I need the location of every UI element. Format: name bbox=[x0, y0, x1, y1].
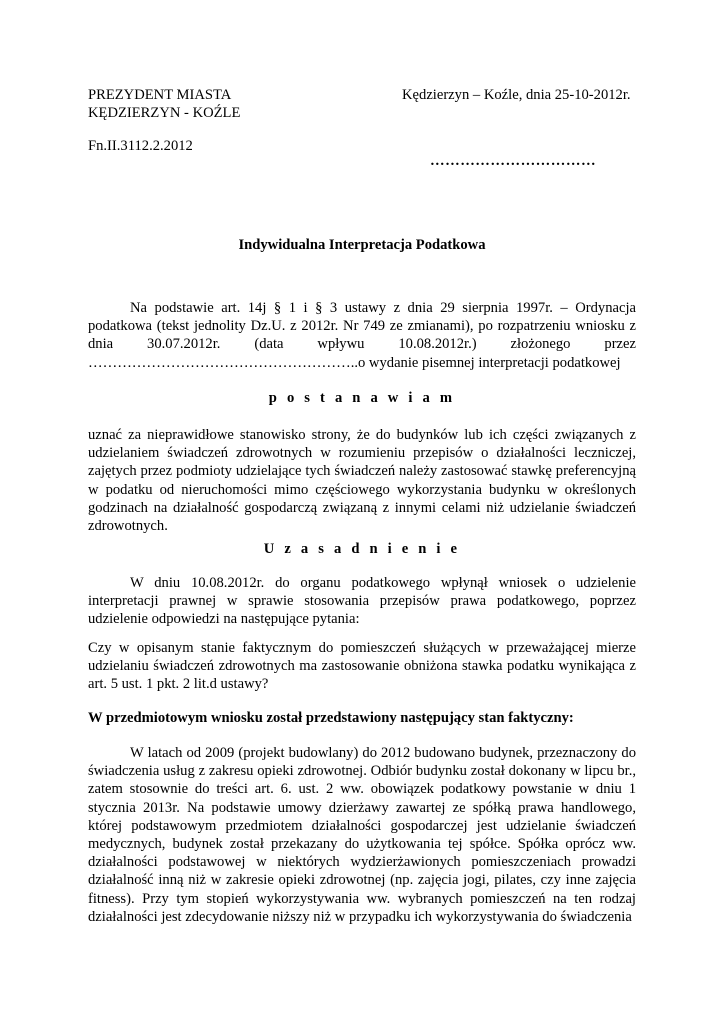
justification-paragraph: W dniu 10.08.2012r. do organu podatkowego wpłynął wniosek o udzielenie interpretacji prawnej w sprawie stosowania przepisów prawa podatkowego, poprzez udzielenie odpowiedzi na następujące pytania: bbox=[88, 575, 636, 628]
justification-heading: U z a s a d n i e n i e bbox=[263, 541, 461, 557]
place-date: Kędzierzyn – Koźle, dnia 25-10-2012r. bbox=[402, 87, 631, 103]
redacted-recipient: …………………………… bbox=[430, 153, 597, 169]
reference-number: Fn.II.3112.2.2012 bbox=[88, 138, 193, 154]
facts-heading: W przedmiotowym wniosku został przedstawiony następujący stan faktyczny: bbox=[88, 710, 574, 726]
decision-heading: p o s t a n a w i a m bbox=[268, 390, 456, 406]
authority-line-1: PREZYDENT MIASTA bbox=[88, 87, 232, 103]
intro-paragraph: Na podstawie art. 14j § 1 i § 3 ustawy z dnia 29 sierpnia 1997r. – Ordynacja podatkowa (tekst jednolity Dz.U. z 2012r. Nr 749 ze zmianami), po rozpatrzeniu wniosku z dnia 30.07.2012r. (data wpływu 10.08.2012r.) złożonego przez ………………………………………………..o wydanie pisemnej interpretacji podatkowej bbox=[88, 300, 636, 371]
authority-line-2: KĘDZIERZYN - KOŹLE bbox=[88, 105, 241, 122]
issuing-authority bbox=[88, 86, 240, 122]
document-title: Indywidualna Interpretacja Podatkowa bbox=[238, 237, 486, 253]
facts-paragraph: W latach od 2009 (projekt budowlany) do 2012 budowano budynek, przeznaczony do świadczenia usług z zakresu opieki zdrowotnej. Odbiór budynku został dokonany w lipcu br., zatem stosownie do treści art. 6. ust. 2 ww. obowiązek podatkowy powstanie w dniu 1 stycznia 2013r. Na podstawie umowy dzierżawy zawartej ze spółką prawa handlowego, której podstawowym przedmiotem działalności gospodarczej jest udzielanie świadczeń medycznych, budynek został przekazany do użytkowania tej spółce. Spółka oprócz ww. działalności podstawowej w niektórych wydzierżawionych pomieszczeniach prowadzi działalność inną niż w zakresie opieki zdrowotnej (np. zajęcia jogi, pilates, czy inne zajęcia fitness). Przy tym stopień wykorzystywania ww. wybranych pomieszczeń na ten rodzaj działalności jest zdecydowanie niższy niż w przypadku ich wykorzystywania do świadczenia bbox=[88, 745, 636, 925]
decision-paragraph: uznać za nieprawidłowe stanowisko strony, że do budynków lub ich części związanych z udzielaniem świadczeń zdrowotnych w rozumieniu przepisów o działalności leczniczej, zajętych przez podmioty udzielające tych świadczeń należy zastosować stawkę preferencyjną w podatku od nieruchomości mimo częściowego wykorzystania budynku w określonych godzinach na działalność gospodarczą związaną z innymi celami niż udzielanie świadczeń zdrowotnych. bbox=[88, 427, 636, 535]
question-paragraph: Czy w opisanym stanie faktycznym do pomieszczeń służących w przeważającej mierze udzielaniu świadczeń zdrowotnych ma zastosowanie obniżona stawka podatku wynikająca z art. 5 ust. 1 pkt. 2 lit.d ustawy? bbox=[88, 640, 636, 693]
